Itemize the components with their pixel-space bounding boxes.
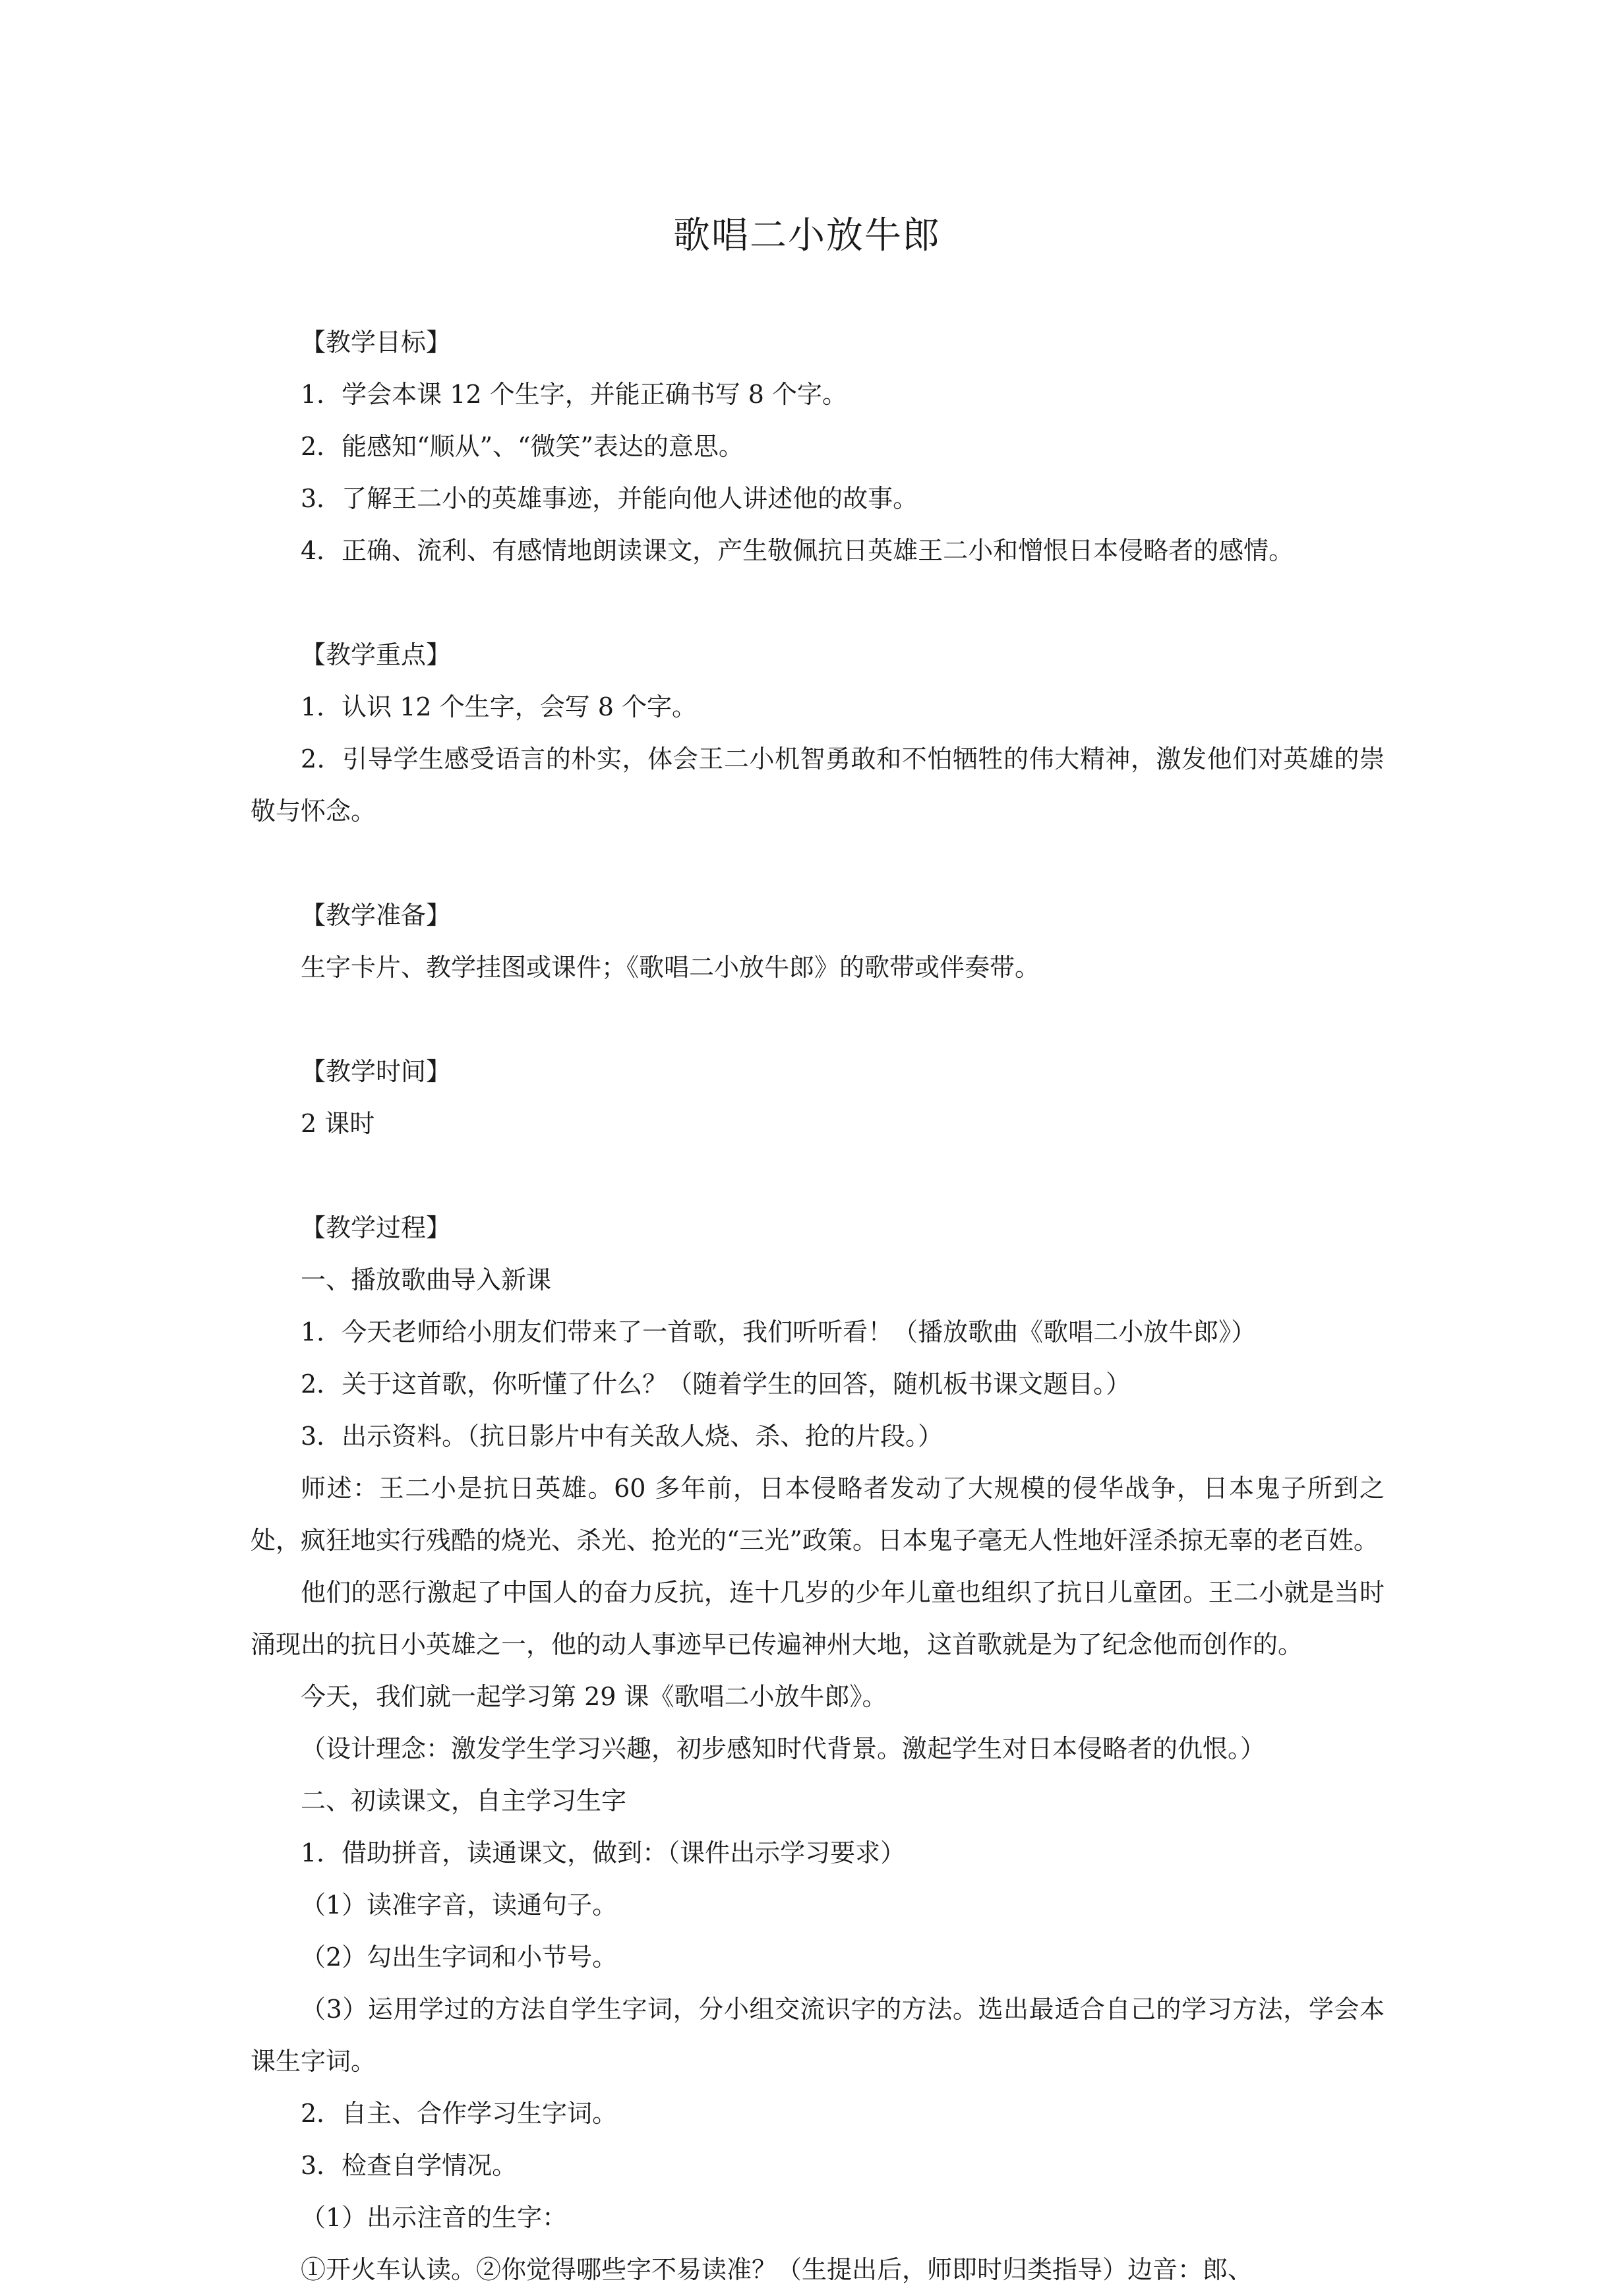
paragraph: ①开火车认读。②你觉得哪些字不易读准？（生提出后，师即时归类指导）边音：郎、 xyxy=(301,2255,1253,2284)
document-title: 歌唱二小放牛郎 xyxy=(673,214,941,257)
paragraph: 1．认识 12 个生字，会写 8 个字。 xyxy=(301,692,698,721)
section-heading-key-points: 【教学重点】 xyxy=(301,640,452,669)
section-heading-time: 【教学时间】 xyxy=(301,1057,452,1086)
paragraph: 1．借助拼音，读通课文，做到：（课件出示学习要求） xyxy=(301,1838,906,1867)
section-heading-goals: 【教学目标】 xyxy=(301,328,452,357)
paragraph: 3．出示资料。（抗日影片中有关敌人烧、杀、抢的片段。） xyxy=(301,1422,943,1451)
paragraph: （2）勾出生字词和小节号。 xyxy=(301,1943,618,1972)
paragraph: （1）读准字音，读通句子。 xyxy=(301,1890,618,1919)
section-heading-preparation: 【教学准备】 xyxy=(301,901,452,930)
paragraph: 2．自主、合作学习生字词。 xyxy=(301,2099,618,2128)
paragraph: 2．能感知“顺从”、“微笑”表达的意思。 xyxy=(301,432,744,461)
paragraph: 3．了解王二小的英雄事迹，并能向他人讲述他的故事。 xyxy=(301,484,918,513)
paragraph: 4．正确、流利、有感情地朗读课文，产生敬佩抗日英雄王二小和憎恨日本侵略者的感情。 xyxy=(301,536,1294,565)
paragraph: 他们的恶行激起了中国人的奋力反抗，连十几岁的少年儿童也组织了抗日儿童团。王二小就是当时涌现出的抗日小英雄之一，他的动人事迹早已传遍神州大地，这首歌就是为了纪念他而创作的。 xyxy=(251,1578,1385,1659)
paragraph: 生字卡片、教学挂图或课件；《歌唱二小放牛郎》的歌带或伴奏带。 xyxy=(301,953,1040,982)
paragraph: 2 课时 xyxy=(301,1109,375,1138)
paragraph: 师述：王二小是抗日英雄。60 多年前，日本侵略者发动了大规模的侵华战争，日本鬼子所到之处，疯狂地实行残酷的烧光、杀光、抢光的“三光”政策。日本鬼子毫无人性地奸淫杀掠无辜的老百姓。 xyxy=(251,1474,1385,1555)
document-body xyxy=(251,317,1385,2296)
paragraph: 2．引导学生感受语言的朴实，体会王二小机智勇敢和不怕牺牲的伟大精神，激发他们对英雄的崇敬与怀念。 xyxy=(251,744,1385,826)
paragraph: 2．关于这首歌，你听懂了什么？（随着学生的回答，随机板书课文题目。） xyxy=(301,1370,1131,1399)
paragraph: 一、播放歌曲导入新课 xyxy=(301,1265,552,1294)
paragraph: （设计理念：激发学生学习兴趣，初步感知时代背景。激起学生对日本侵略者的仇恨。） xyxy=(301,1734,1266,1763)
paragraph: （3）运用学过的方法自学生字词，分小组交流识字的方法。选出最适合自己的学习方法，学会本课生字词。 xyxy=(251,1995,1385,2076)
section-heading-process: 【教学过程】 xyxy=(301,1213,452,1242)
paragraph: 今天，我们就一起学习第 29 课《歌唱二小放牛郎》。 xyxy=(301,1682,887,1711)
paragraph: 二、初读课文，自主学习生字 xyxy=(301,1786,627,1815)
paragraph: 1．今天老师给小朋友们带来了一首歌，我们听听看！（播放歌曲《歌唱二小放牛郎》） xyxy=(301,1317,1257,1346)
paragraph: 1．学会本课 12 个生字，并能正确书写 8 个字。 xyxy=(301,380,848,409)
paragraph: 3．检查自学情况。 xyxy=(301,2151,518,2180)
paragraph: （1）出示注音的生字： xyxy=(301,2203,568,2232)
